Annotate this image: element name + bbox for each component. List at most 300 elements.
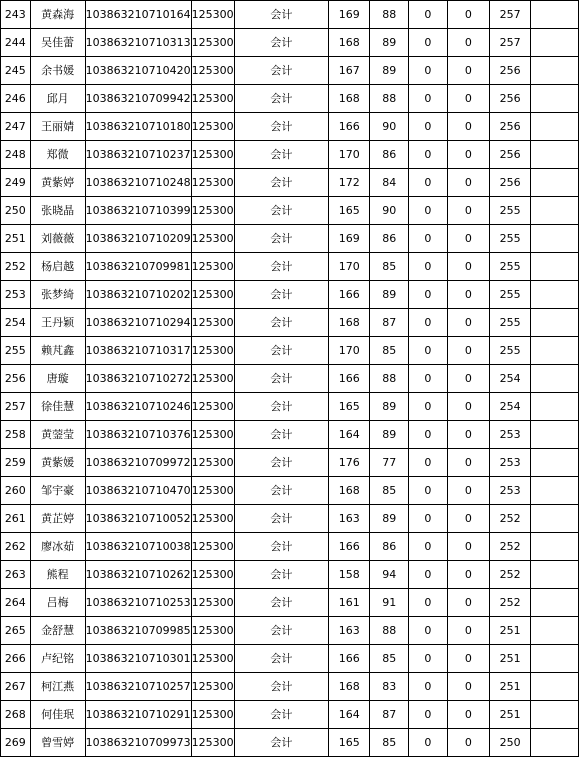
row-number: 261 — [1, 505, 31, 533]
exam-id: 103863210710209 — [85, 225, 191, 253]
total-score: 254 — [490, 393, 531, 421]
major-code: 125300 — [191, 337, 234, 365]
row-number: 258 — [1, 421, 31, 449]
student-name: 余书媛 — [30, 57, 85, 85]
student-name: 张晓晶 — [30, 197, 85, 225]
exam-id: 103863210710291 — [85, 701, 191, 729]
exam-id: 103863210709985 — [85, 617, 191, 645]
score-3: 0 — [409, 673, 448, 701]
row-number: 245 — [1, 57, 31, 85]
exam-id: 103863210710313 — [85, 29, 191, 57]
major-name: 会计 — [234, 365, 329, 393]
score-2: 77 — [370, 449, 409, 477]
student-name: 吴佳蕾 — [30, 29, 85, 57]
row-number: 265 — [1, 617, 31, 645]
exam-id: 103863210710248 — [85, 169, 191, 197]
table-row — [1, 57, 579, 85]
score-1: 161 — [329, 589, 370, 617]
score-1: 166 — [329, 533, 370, 561]
major-code: 125300 — [191, 113, 234, 141]
score-1: 165 — [329, 197, 370, 225]
score-3: 0 — [409, 141, 448, 169]
remark-cell — [531, 421, 579, 449]
exam-id: 103863210710262 — [85, 561, 191, 589]
score-1: 168 — [329, 673, 370, 701]
total-score: 251 — [490, 701, 531, 729]
score-3: 0 — [409, 169, 448, 197]
table-row — [1, 225, 579, 253]
score-2: 90 — [370, 113, 409, 141]
table-row — [1, 29, 579, 57]
row-number: 244 — [1, 29, 31, 57]
major-code: 125300 — [191, 589, 234, 617]
exam-id: 103863210710376 — [85, 421, 191, 449]
score-2: 86 — [370, 141, 409, 169]
score-4: 0 — [447, 197, 489, 225]
table-row — [1, 449, 579, 477]
total-score: 254 — [490, 365, 531, 393]
total-score: 257 — [490, 1, 531, 29]
table-row — [1, 85, 579, 113]
table-row — [1, 701, 579, 729]
student-name: 柯江燕 — [30, 673, 85, 701]
score-3: 0 — [409, 393, 448, 421]
remark-cell — [531, 197, 579, 225]
score-4: 0 — [447, 477, 489, 505]
table-row — [1, 393, 579, 421]
major-name: 会计 — [234, 309, 329, 337]
table-row — [1, 169, 579, 197]
major-code: 125300 — [191, 561, 234, 589]
total-score: 256 — [490, 57, 531, 85]
exam-id: 103863210710470 — [85, 477, 191, 505]
major-name: 会计 — [234, 477, 329, 505]
major-code: 125300 — [191, 85, 234, 113]
total-score: 255 — [490, 253, 531, 281]
total-score: 255 — [490, 225, 531, 253]
student-name: 赖芃鑫 — [30, 337, 85, 365]
major-name: 会计 — [234, 1, 329, 29]
exam-id: 103863210710246 — [85, 393, 191, 421]
remark-cell — [531, 533, 579, 561]
score-1: 172 — [329, 169, 370, 197]
score-1: 170 — [329, 253, 370, 281]
score-2: 88 — [370, 617, 409, 645]
table-row — [1, 505, 579, 533]
exam-id: 103863210710038 — [85, 533, 191, 561]
score-2: 85 — [370, 477, 409, 505]
major-code: 125300 — [191, 141, 234, 169]
total-score: 256 — [490, 113, 531, 141]
row-number: 251 — [1, 225, 31, 253]
score-1: 176 — [329, 449, 370, 477]
remark-cell — [531, 253, 579, 281]
score-4: 0 — [447, 421, 489, 449]
row-number: 243 — [1, 1, 31, 29]
total-score: 250 — [490, 729, 531, 757]
student-name: 黄紫媛 — [30, 449, 85, 477]
score-3: 0 — [409, 197, 448, 225]
exam-id: 103863210710253 — [85, 589, 191, 617]
row-number: 268 — [1, 701, 31, 729]
row-number: 252 — [1, 253, 31, 281]
remark-cell — [531, 337, 579, 365]
table-row — [1, 617, 579, 645]
exam-id: 103863210710420 — [85, 57, 191, 85]
row-number: 249 — [1, 169, 31, 197]
remark-cell — [531, 141, 579, 169]
table-row — [1, 253, 579, 281]
student-name: 邹宇豪 — [30, 477, 85, 505]
major-name: 会计 — [234, 393, 329, 421]
major-name: 会计 — [234, 225, 329, 253]
score-4: 0 — [447, 617, 489, 645]
major-code: 125300 — [191, 421, 234, 449]
score-1: 168 — [329, 29, 370, 57]
score-2: 88 — [370, 1, 409, 29]
major-code: 125300 — [191, 673, 234, 701]
major-code: 125300 — [191, 617, 234, 645]
table-row — [1, 729, 579, 757]
score-3: 0 — [409, 645, 448, 673]
total-score: 256 — [490, 169, 531, 197]
total-score: 255 — [490, 337, 531, 365]
student-name: 金舒慧 — [30, 617, 85, 645]
score-2: 89 — [370, 505, 409, 533]
score-4: 0 — [447, 281, 489, 309]
total-score: 257 — [490, 29, 531, 57]
score-4: 0 — [447, 533, 489, 561]
score-3: 0 — [409, 281, 448, 309]
student-name: 刘薇薇 — [30, 225, 85, 253]
score-1: 163 — [329, 505, 370, 533]
student-name: 黄芷婷 — [30, 505, 85, 533]
score-3: 0 — [409, 701, 448, 729]
student-name: 黄紫婷 — [30, 169, 85, 197]
score-3: 0 — [409, 1, 448, 29]
score-4: 0 — [447, 253, 489, 281]
remark-cell — [531, 701, 579, 729]
exam-id: 103863210710202 — [85, 281, 191, 309]
row-number: 266 — [1, 645, 31, 673]
score-3: 0 — [409, 477, 448, 505]
score-2: 85 — [370, 645, 409, 673]
score-2: 89 — [370, 57, 409, 85]
remark-cell — [531, 393, 579, 421]
student-name: 卢纪铭 — [30, 645, 85, 673]
student-name: 张梦绮 — [30, 281, 85, 309]
score-4: 0 — [447, 29, 489, 57]
score-4: 0 — [447, 225, 489, 253]
total-score: 256 — [490, 141, 531, 169]
score-1: 170 — [329, 141, 370, 169]
student-name: 唐璇 — [30, 365, 85, 393]
score-1: 168 — [329, 309, 370, 337]
remark-cell — [531, 449, 579, 477]
major-name: 会计 — [234, 281, 329, 309]
major-name: 会计 — [234, 421, 329, 449]
remark-cell — [531, 729, 579, 757]
major-code: 125300 — [191, 197, 234, 225]
total-score: 251 — [490, 673, 531, 701]
remark-cell — [531, 477, 579, 505]
exam-id: 103863210709981 — [85, 253, 191, 281]
table-row — [1, 1, 579, 29]
remark-cell — [531, 617, 579, 645]
table-body — [1, 1, 579, 757]
score-2: 87 — [370, 309, 409, 337]
major-code: 125300 — [191, 505, 234, 533]
score-2: 89 — [370, 393, 409, 421]
major-code: 125300 — [191, 169, 234, 197]
major-code: 125300 — [191, 29, 234, 57]
score-2: 85 — [370, 729, 409, 757]
major-name: 会计 — [234, 505, 329, 533]
score-4: 0 — [447, 393, 489, 421]
score-3: 0 — [409, 561, 448, 589]
score-2: 87 — [370, 701, 409, 729]
exam-id: 103863210709973 — [85, 729, 191, 757]
exam-id: 103863210710052 — [85, 505, 191, 533]
score-2: 86 — [370, 533, 409, 561]
score-4: 0 — [447, 141, 489, 169]
major-name: 会计 — [234, 561, 329, 589]
score-1: 169 — [329, 1, 370, 29]
remark-cell — [531, 309, 579, 337]
row-number: 247 — [1, 113, 31, 141]
score-4: 0 — [447, 309, 489, 337]
score-1: 166 — [329, 365, 370, 393]
remark-cell — [531, 645, 579, 673]
score-1: 165 — [329, 393, 370, 421]
student-name: 邱月 — [30, 85, 85, 113]
score-4: 0 — [447, 113, 489, 141]
table-row — [1, 589, 579, 617]
score-3: 0 — [409, 589, 448, 617]
score-2: 83 — [370, 673, 409, 701]
total-score: 252 — [490, 505, 531, 533]
major-name: 会计 — [234, 253, 329, 281]
exam-id: 103863210710301 — [85, 645, 191, 673]
major-code: 125300 — [191, 1, 234, 29]
row-number: 269 — [1, 729, 31, 757]
score-3: 0 — [409, 85, 448, 113]
major-code: 125300 — [191, 309, 234, 337]
score-3: 0 — [409, 421, 448, 449]
score-3: 0 — [409, 365, 448, 393]
table-row — [1, 281, 579, 309]
total-score: 253 — [490, 449, 531, 477]
table-row — [1, 309, 579, 337]
score-1: 163 — [329, 617, 370, 645]
table-row — [1, 421, 579, 449]
score-3: 0 — [409, 57, 448, 85]
total-score: 252 — [490, 561, 531, 589]
table-row — [1, 141, 579, 169]
major-name: 会计 — [234, 729, 329, 757]
row-number: 257 — [1, 393, 31, 421]
remark-cell — [531, 225, 579, 253]
score-2: 85 — [370, 253, 409, 281]
student-name: 曾雪婷 — [30, 729, 85, 757]
score-3: 0 — [409, 533, 448, 561]
score-1: 166 — [329, 281, 370, 309]
table-row — [1, 561, 579, 589]
student-name: 熊程 — [30, 561, 85, 589]
student-name: 黄蓥莹 — [30, 421, 85, 449]
remark-cell — [531, 169, 579, 197]
major-code: 125300 — [191, 225, 234, 253]
exam-id: 103863210710399 — [85, 197, 191, 225]
major-name: 会计 — [234, 113, 329, 141]
major-name: 会计 — [234, 589, 329, 617]
major-code: 125300 — [191, 393, 234, 421]
score-4: 0 — [447, 645, 489, 673]
score-4: 0 — [447, 505, 489, 533]
remark-cell — [531, 365, 579, 393]
major-code: 125300 — [191, 477, 234, 505]
major-name: 会计 — [234, 57, 329, 85]
score-3: 0 — [409, 337, 448, 365]
score-4: 0 — [447, 57, 489, 85]
score-4: 0 — [447, 589, 489, 617]
remark-cell — [531, 673, 579, 701]
score-2: 85 — [370, 337, 409, 365]
score-4: 0 — [447, 673, 489, 701]
score-1: 167 — [329, 57, 370, 85]
score-2: 89 — [370, 29, 409, 57]
row-number: 264 — [1, 589, 31, 617]
score-3: 0 — [409, 113, 448, 141]
table-row — [1, 477, 579, 505]
major-name: 会计 — [234, 29, 329, 57]
score-2: 88 — [370, 365, 409, 393]
major-name: 会计 — [234, 197, 329, 225]
score-2: 91 — [370, 589, 409, 617]
score-1: 164 — [329, 701, 370, 729]
remark-cell — [531, 281, 579, 309]
score-3: 0 — [409, 449, 448, 477]
row-number: 248 — [1, 141, 31, 169]
total-score: 255 — [490, 281, 531, 309]
score-4: 0 — [447, 1, 489, 29]
score-1: 168 — [329, 477, 370, 505]
exam-id: 103863210710317 — [85, 337, 191, 365]
score-4: 0 — [447, 365, 489, 393]
student-name: 徐佳慧 — [30, 393, 85, 421]
table-row — [1, 113, 579, 141]
row-number: 260 — [1, 477, 31, 505]
row-number: 255 — [1, 337, 31, 365]
score-3: 0 — [409, 225, 448, 253]
remark-cell — [531, 561, 579, 589]
major-code: 125300 — [191, 253, 234, 281]
score-2: 94 — [370, 561, 409, 589]
remark-cell — [531, 85, 579, 113]
score-4: 0 — [447, 561, 489, 589]
row-number: 256 — [1, 365, 31, 393]
row-number: 254 — [1, 309, 31, 337]
score-4: 0 — [447, 169, 489, 197]
total-score: 251 — [490, 645, 531, 673]
row-number: 262 — [1, 533, 31, 561]
total-score: 252 — [490, 533, 531, 561]
total-score: 253 — [490, 477, 531, 505]
remark-cell — [531, 1, 579, 29]
remark-cell — [531, 505, 579, 533]
score-2: 89 — [370, 421, 409, 449]
exam-id: 103863210710164 — [85, 1, 191, 29]
score-3: 0 — [409, 309, 448, 337]
total-score: 253 — [490, 421, 531, 449]
total-score: 252 — [490, 589, 531, 617]
major-code: 125300 — [191, 533, 234, 561]
total-score: 255 — [490, 309, 531, 337]
score-4: 0 — [447, 449, 489, 477]
row-number: 263 — [1, 561, 31, 589]
score-2: 84 — [370, 169, 409, 197]
exam-id: 103863210710272 — [85, 365, 191, 393]
score-1: 165 — [329, 729, 370, 757]
major-name: 会计 — [234, 337, 329, 365]
score-3: 0 — [409, 253, 448, 281]
major-name: 会计 — [234, 673, 329, 701]
major-name: 会计 — [234, 169, 329, 197]
major-code: 125300 — [191, 645, 234, 673]
major-code: 125300 — [191, 701, 234, 729]
score-1: 170 — [329, 337, 370, 365]
table-row — [1, 197, 579, 225]
score-4: 0 — [447, 337, 489, 365]
score-2: 90 — [370, 197, 409, 225]
student-name: 郑微 — [30, 141, 85, 169]
remark-cell — [531, 589, 579, 617]
row-number: 259 — [1, 449, 31, 477]
row-number: 267 — [1, 673, 31, 701]
major-name: 会计 — [234, 85, 329, 113]
score-1: 164 — [329, 421, 370, 449]
score-2: 89 — [370, 281, 409, 309]
table-row — [1, 673, 579, 701]
student-name: 杨启越 — [30, 253, 85, 281]
exam-id: 103863210709942 — [85, 85, 191, 113]
row-number: 250 — [1, 197, 31, 225]
student-name: 王丹颖 — [30, 309, 85, 337]
major-name: 会计 — [234, 533, 329, 561]
score-3: 0 — [409, 729, 448, 757]
score-3: 0 — [409, 505, 448, 533]
student-name: 何佳珉 — [30, 701, 85, 729]
major-name: 会计 — [234, 617, 329, 645]
major-code: 125300 — [191, 449, 234, 477]
table-row — [1, 337, 579, 365]
major-code: 125300 — [191, 729, 234, 757]
table-row — [1, 645, 579, 673]
score-1: 169 — [329, 225, 370, 253]
score-4: 0 — [447, 729, 489, 757]
row-number: 253 — [1, 281, 31, 309]
score-1: 158 — [329, 561, 370, 589]
remark-cell — [531, 29, 579, 57]
score-3: 0 — [409, 617, 448, 645]
score-4: 0 — [447, 701, 489, 729]
major-name: 会计 — [234, 449, 329, 477]
score-1: 168 — [329, 85, 370, 113]
major-code: 125300 — [191, 57, 234, 85]
row-number: 246 — [1, 85, 31, 113]
total-score: 255 — [490, 197, 531, 225]
student-name: 吕梅 — [30, 589, 85, 617]
